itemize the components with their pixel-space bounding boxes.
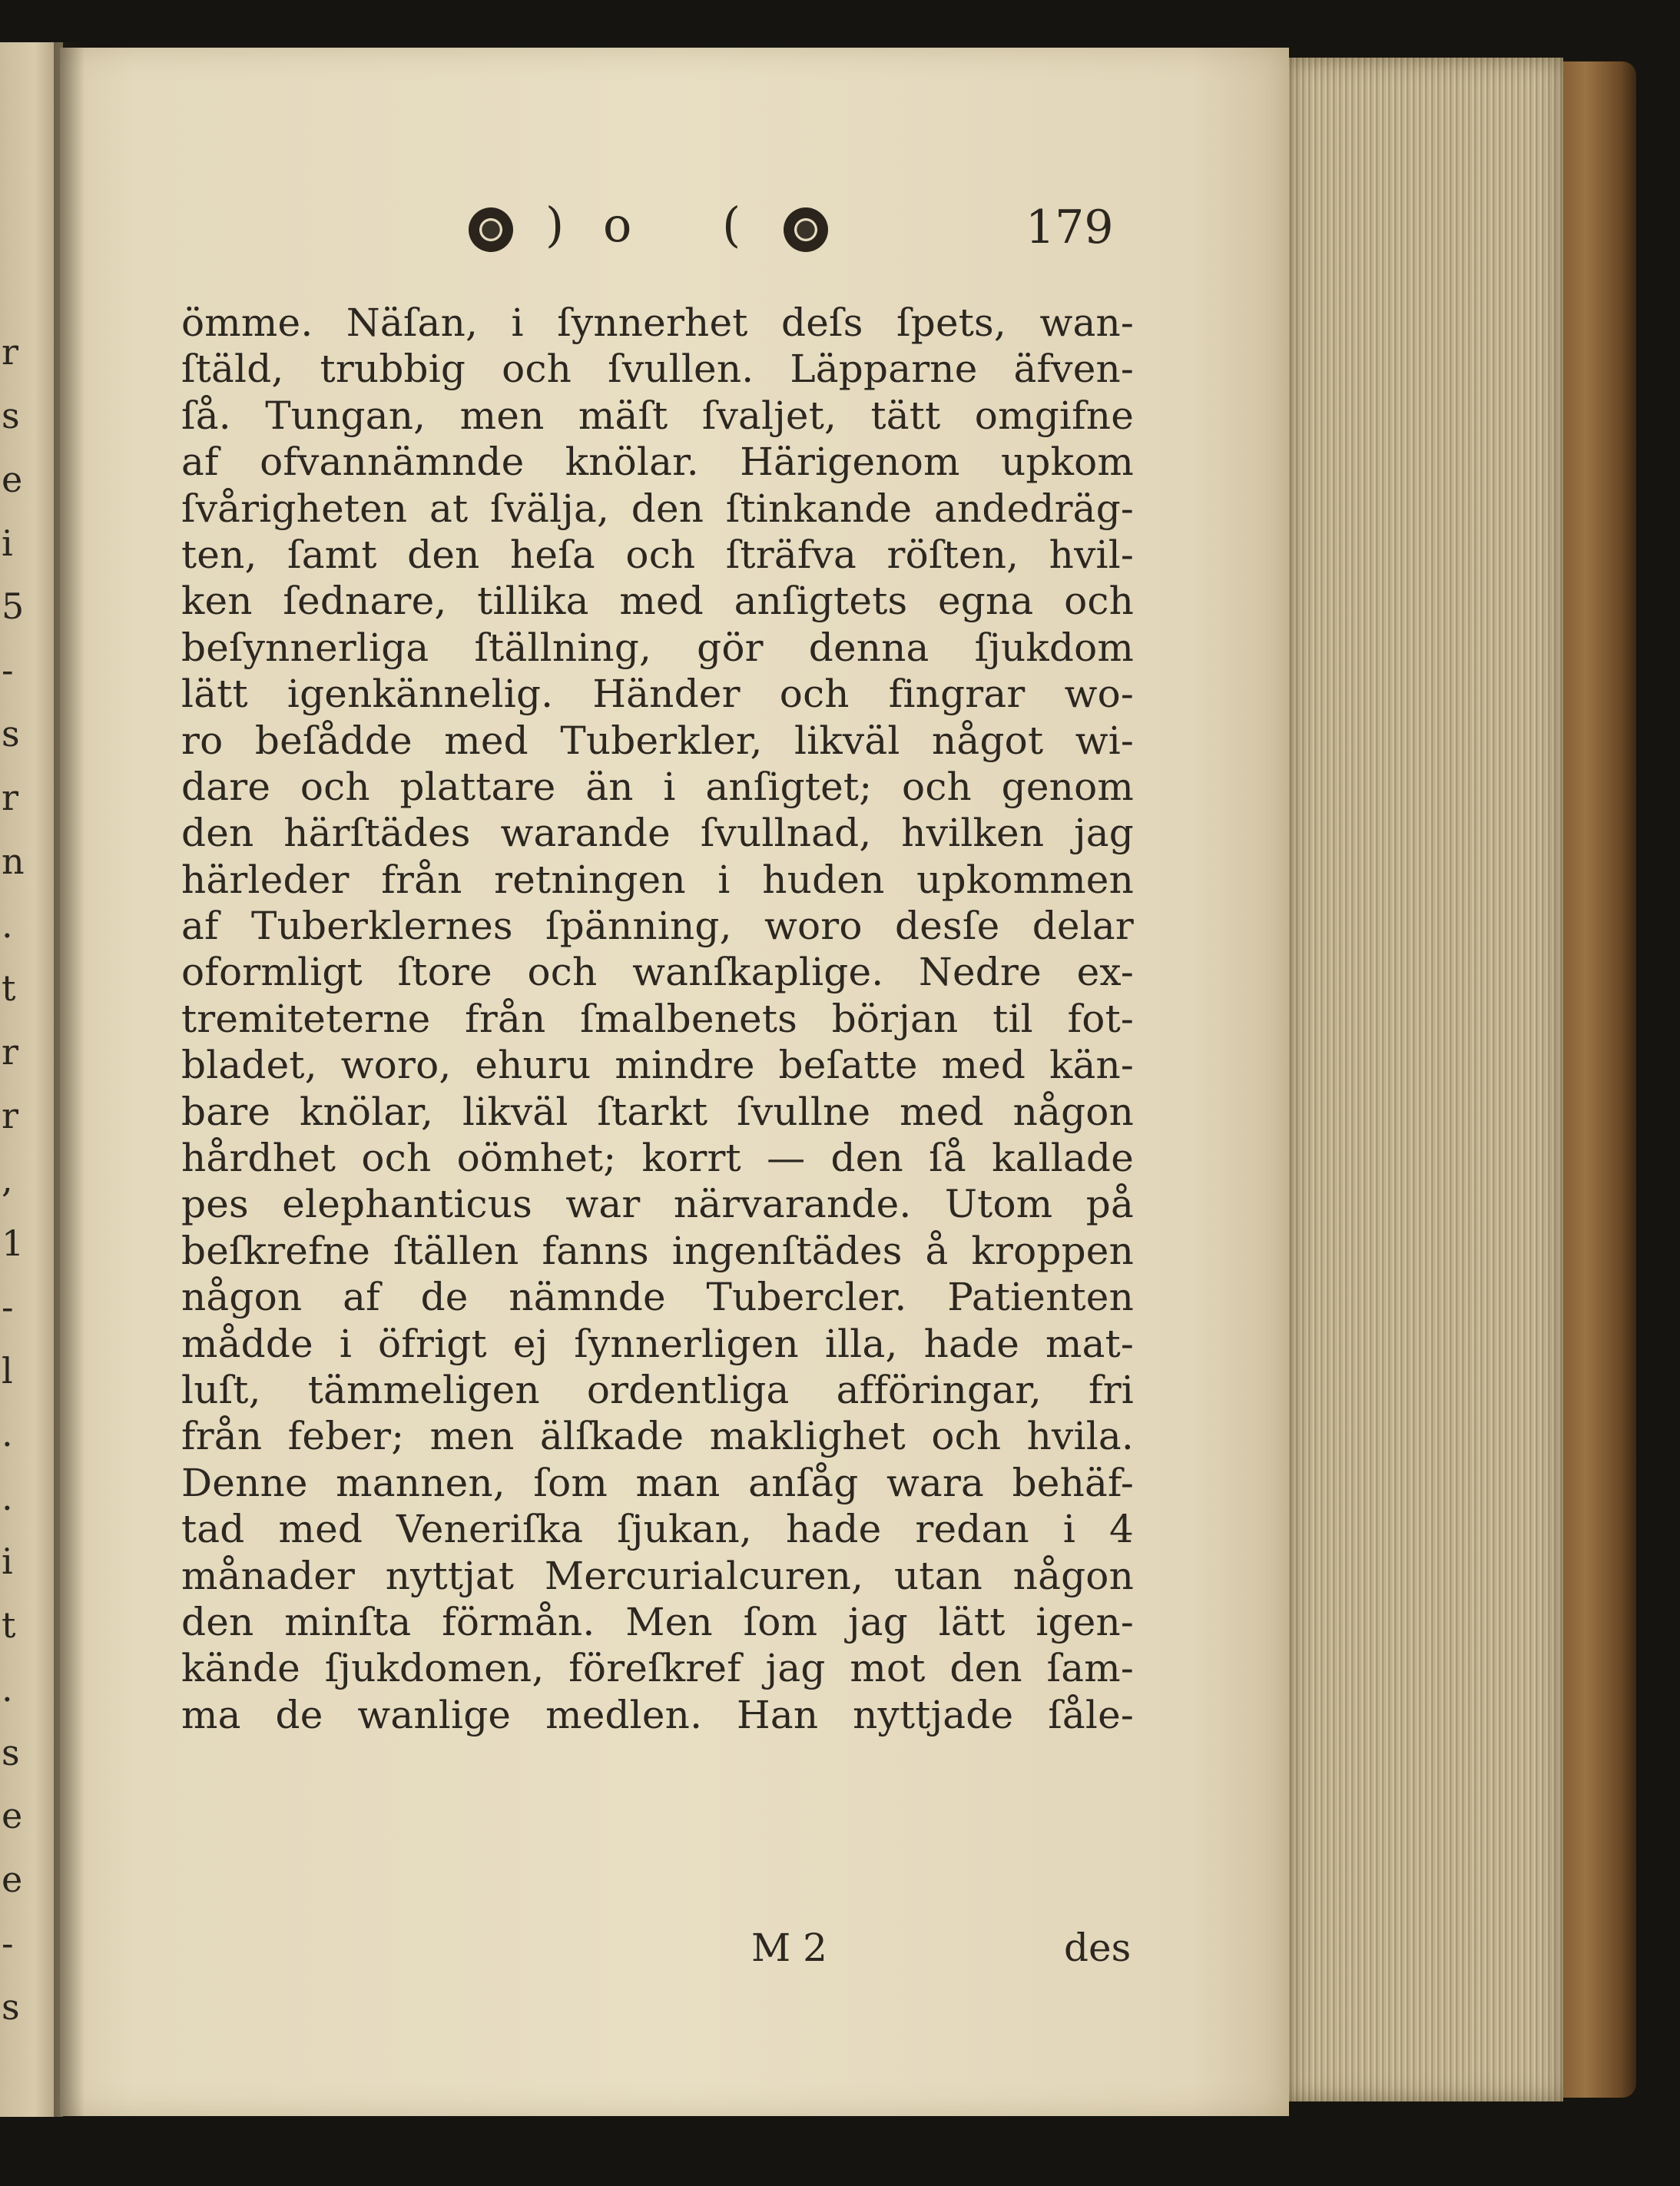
text-line: ſå. Tungan, men mäſt ſvaljet, tätt omgifne [181, 393, 1134, 438]
fragment: . [2, 1477, 13, 1519]
fragment: s [2, 394, 20, 436]
fragment: n [2, 840, 25, 882]
text-line: den härſtädes warande ſvullnad, hvilken jag [181, 811, 1134, 856]
text-line: månader nyttjat Mercurialcuren, utan någon [181, 1553, 1134, 1598]
text-line: bare knölar, likväl ſtarkt ſvullne med någon [181, 1089, 1134, 1134]
text-line: tad med Veneriſka ſjukan, hade redan i 4 [181, 1507, 1134, 1552]
gutter-shadow [54, 42, 84, 2117]
fragment: r [2, 776, 18, 818]
body-text [181, 300, 1134, 1738]
page-number: 179 [1026, 201, 1114, 254]
fragment: - [2, 1285, 14, 1328]
text-line: ten, ſamt den heſa och ſträfva röſten, hvil- [181, 532, 1134, 577]
text-line: af Tuberklernes ſpänning, woro desſe delar [181, 904, 1134, 949]
text-line: pes elephanticus war närvarande. Utom på [181, 1182, 1134, 1227]
text-line: någon af de nämnde Tubercler. Patienten [181, 1275, 1134, 1320]
previous-page-text-fragments [2, 331, 25, 2028]
text-line: ömme. Näſan, i ſynnerhet deſs ſpets, wan- [181, 300, 1134, 345]
page-block-edges [1287, 58, 1563, 2101]
text-line: den minſta förmån. Men ſom jag lätt igen- [181, 1599, 1134, 1644]
fragment: t [2, 967, 16, 1010]
text-line: ken ſednare, tillika med anſigtets egna och [181, 579, 1134, 624]
text-line: härleder från retningen i huden upkommen [181, 857, 1134, 902]
text-line: ſvårigheten at ſvälja, den ſtinkande andedräg- [181, 486, 1134, 531]
signature-mark: M 2 [751, 1926, 827, 1970]
text-line: beſynnerliga ſtällning, gör denna ſjukdom [181, 625, 1134, 670]
text-line: kände ſjukdomen, föreſkref jag mot den ſam- [181, 1646, 1134, 1691]
text-line: luſt, tämmeligen ordentliga afföringar, fri [181, 1367, 1134, 1412]
text-line: tremiteterne från ſmalbenets början til fot- [181, 996, 1134, 1041]
text-line: dare och plattare än i anſigtet; och genom [181, 764, 1134, 809]
fragment: i [2, 1541, 13, 1583]
fragment: , [2, 1158, 13, 1200]
header-paren-left: ) [545, 197, 565, 253]
fragment: e [2, 1859, 23, 1901]
fragment: l [2, 1349, 13, 1392]
fragment: s [2, 713, 20, 755]
text-line: mådde i öfrigt ej ſynnerligen illa, hade mat- [181, 1321, 1134, 1366]
ornament-icon [469, 207, 513, 252]
text-line: ſtäld, trubbig och ſvullen. Läpparne äfven- [181, 347, 1134, 392]
fragment: t [2, 1604, 16, 1646]
fragment: 5 [2, 585, 25, 628]
ornament-icon [784, 207, 828, 252]
fragment: . [2, 1667, 13, 1710]
fragment: i [2, 522, 13, 564]
text-line: bladet, woro, ehuru mindre beſatte med kän- [181, 1043, 1134, 1088]
fragment: . [2, 904, 13, 946]
header-paren-right: ( [722, 197, 741, 253]
text-line: hårdhet och oömhet; korrt — den ſå kallade [181, 1136, 1134, 1181]
fragment: 1 [2, 1222, 25, 1264]
text-line: oformligt ſtore och wanſkaplige. Nedre ex- [181, 950, 1134, 995]
book-cover [1552, 61, 1636, 2098]
fragment: . [2, 1413, 13, 1455]
fragment: s [2, 1985, 20, 2028]
fragment: e [2, 1795, 23, 1837]
fragment: r [2, 1031, 18, 1073]
fragment: - [2, 649, 14, 692]
header-ornament-o: o [603, 197, 632, 253]
fragment: r [2, 1095, 18, 1137]
catchword: des [1064, 1926, 1132, 1970]
text-line: af ofvannämnde knölar. Härigenom upkom [181, 440, 1134, 485]
text-line: från feber; men älſkade maklighet och hvila. [181, 1414, 1134, 1459]
fragment: s [2, 1731, 20, 1773]
fragment: e [2, 458, 23, 500]
running-header [461, 197, 1145, 263]
text-line: ma de wanlige medlen. Han nyttjade ſåle- [181, 1692, 1134, 1737]
text-line: lätt igenkännelig. Händer och fingrar wo- [181, 672, 1134, 717]
fragment: - [2, 1922, 14, 1965]
text-line: ro beſådde med Tuberkler, likväl något wi- [181, 718, 1134, 763]
text-line: Denne mannen, ſom man anſåg wara behäf- [181, 1460, 1134, 1505]
fragment: r [2, 331, 18, 373]
text-line: beſkrefne ſtällen fanns ingenſtädes å kroppen [181, 1228, 1134, 1273]
